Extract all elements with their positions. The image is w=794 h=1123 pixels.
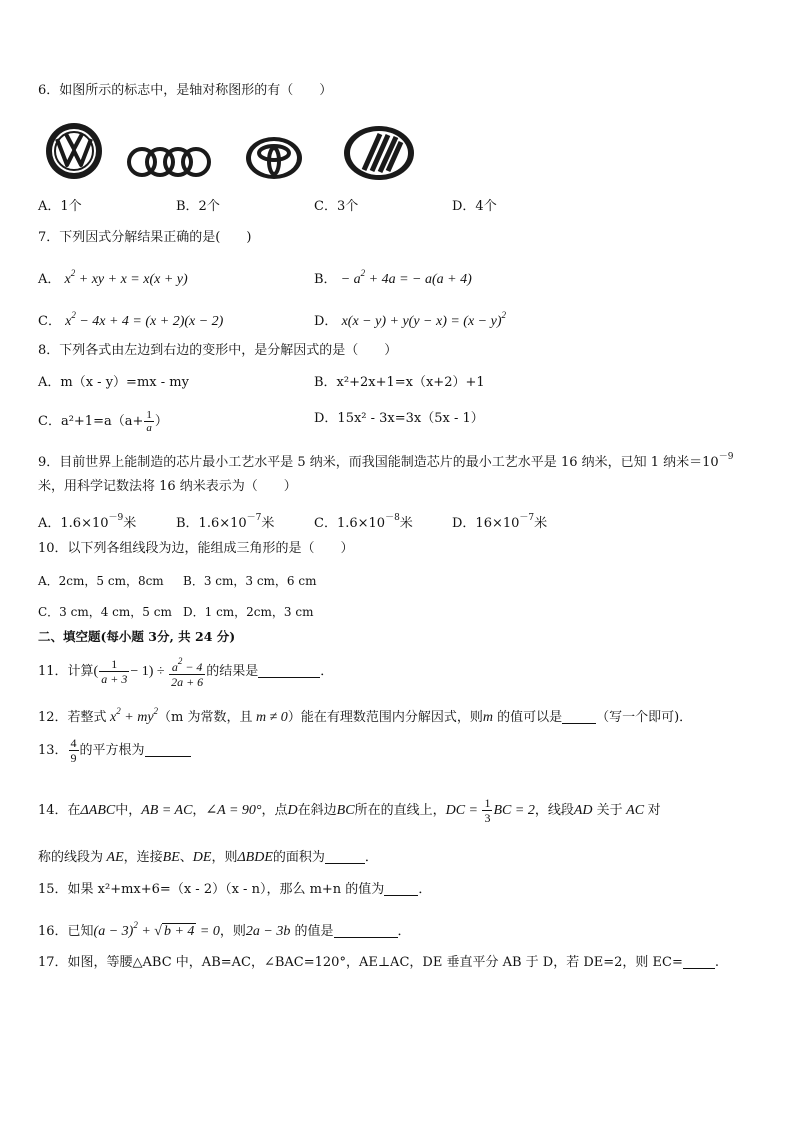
- q12: 12．若整式 $x^2 + my^2(m$ 为常数，且 m ≠ 0）能在有理数范围内分解因式，则m 的值可以是 （写一个即可)．: [38, 706, 693, 725]
- q6-option-a: A．1个: [38, 199, 82, 214]
- q6-option-d: D．4个: [452, 199, 497, 214]
- q7-option-d: D． $x(x - y) + y(y - x) = (x - y)^2$: [314, 310, 506, 329]
- volkswagen-icon: [44, 121, 104, 181]
- q11: 11．计算( $\frac{1}{a + 3}$ − 1) ÷ $\frac{a^2 - 4}{2a + 6}$ 的结果是 ．: [38, 656, 334, 689]
- q6-option-c: C．3个: [314, 199, 359, 214]
- q9-option-c: C．$1.6\times 10^{-8}$米: [314, 513, 413, 531]
- q7-option-a: A． $x^2$ + xy + x = x(x + y): [38, 268, 188, 287]
- q8-option-b: B．x²+2x+1=x（x+2）+1: [314, 375, 485, 390]
- section-heading: 二、填空题(每小题 3分, 共 24 分): [38, 629, 236, 644]
- q9-option-b: B．$1.6\times 10^{-7}$米: [176, 513, 275, 531]
- q16: 16．已知$(a - 3)^2$ + √ b + 4 = 0，则2a − 3b 的值是 ．: [38, 920, 411, 939]
- q6-option-b: B．2个: [176, 199, 220, 214]
- q7-option-b: B． − $a^2 + 4a$ = − a(a + 4): [314, 268, 472, 287]
- q9-line2: 米，用科学记数法将 16 纳米表示为（ ）: [38, 479, 297, 494]
- q8-option-c: C．a²+1=a（a+ $\frac{1}{a}$ ）: [38, 409, 168, 434]
- q14-line2: 称的线段为 AE，连接BE、DE，则ΔBDE的面积为 ．: [38, 850, 378, 865]
- q7-option-c: C． $x^2 - 4x + 4 = (x + 2)(x - 2)$: [38, 310, 224, 329]
- q10-option-a: A．2cm，5 cm，8cm: [38, 574, 164, 588]
- q17: 17．如图，等腰△ABC 中，AB=AC，∠BAC=120°，AE⊥AC，DE 垂直平分 AB 于 D，若 DE=2，则 EC= .: [38, 955, 720, 970]
- q8-stem: 8．下列各式由左边到右边的变形中，是分解因式的是（ ）: [38, 343, 398, 358]
- toyota-icon: [244, 134, 304, 182]
- q6-stem: 6．如图所示的标志中，是轴对称图形的有（ ）: [38, 83, 333, 98]
- mitsubishi-stripe-icon: [342, 124, 416, 182]
- q13: 13． $\frac{4}{9}$ 的平方根为: [38, 736, 191, 766]
- audi-icon: [126, 146, 212, 178]
- q10-stem: 10．以下列各组线段为边，能组成三角形的是（ ）: [38, 541, 354, 556]
- q8-option-d: D．15x² - 3x=3x（5x - 1）: [314, 411, 484, 426]
- q14-line1: 14．在ΔABC中，AB = AC，∠A = 90°，点D在斜边BC所在的直线上，DC = $\frac{1}{3}$ BC = 2，线段AD 关于 AC 对: [38, 796, 661, 825]
- q10-option-d: D．1 cm，2cm，3 cm: [183, 605, 314, 619]
- q8-option-a: A．m（x - y）=mx - my: [38, 375, 189, 390]
- q7-stem: 7．下列因式分解结果正确的是( ): [38, 230, 252, 245]
- q9-option-a: A．$1.6\times 10^{-9}$米: [38, 513, 137, 531]
- q10-option-b: B．3 cm，3 cm，6 cm: [183, 574, 317, 588]
- q9-option-d: D．$16\times 10^{-7}$米: [452, 513, 548, 531]
- q9-line1: 9．目前世界上能制造的芯片最小工艺水平是 5 纳米，而我国能制造芯片的最小工艺水平是 16 纳米，已知 1 纳米$=10^{-9}$: [38, 452, 734, 470]
- q10-option-c: C．3 cm，4 cm，5 cm: [38, 605, 172, 619]
- q15: 15．如果 x²+mx+6=（x - 2）（x - n），那么 m+n 的值为 ．: [38, 882, 432, 897]
